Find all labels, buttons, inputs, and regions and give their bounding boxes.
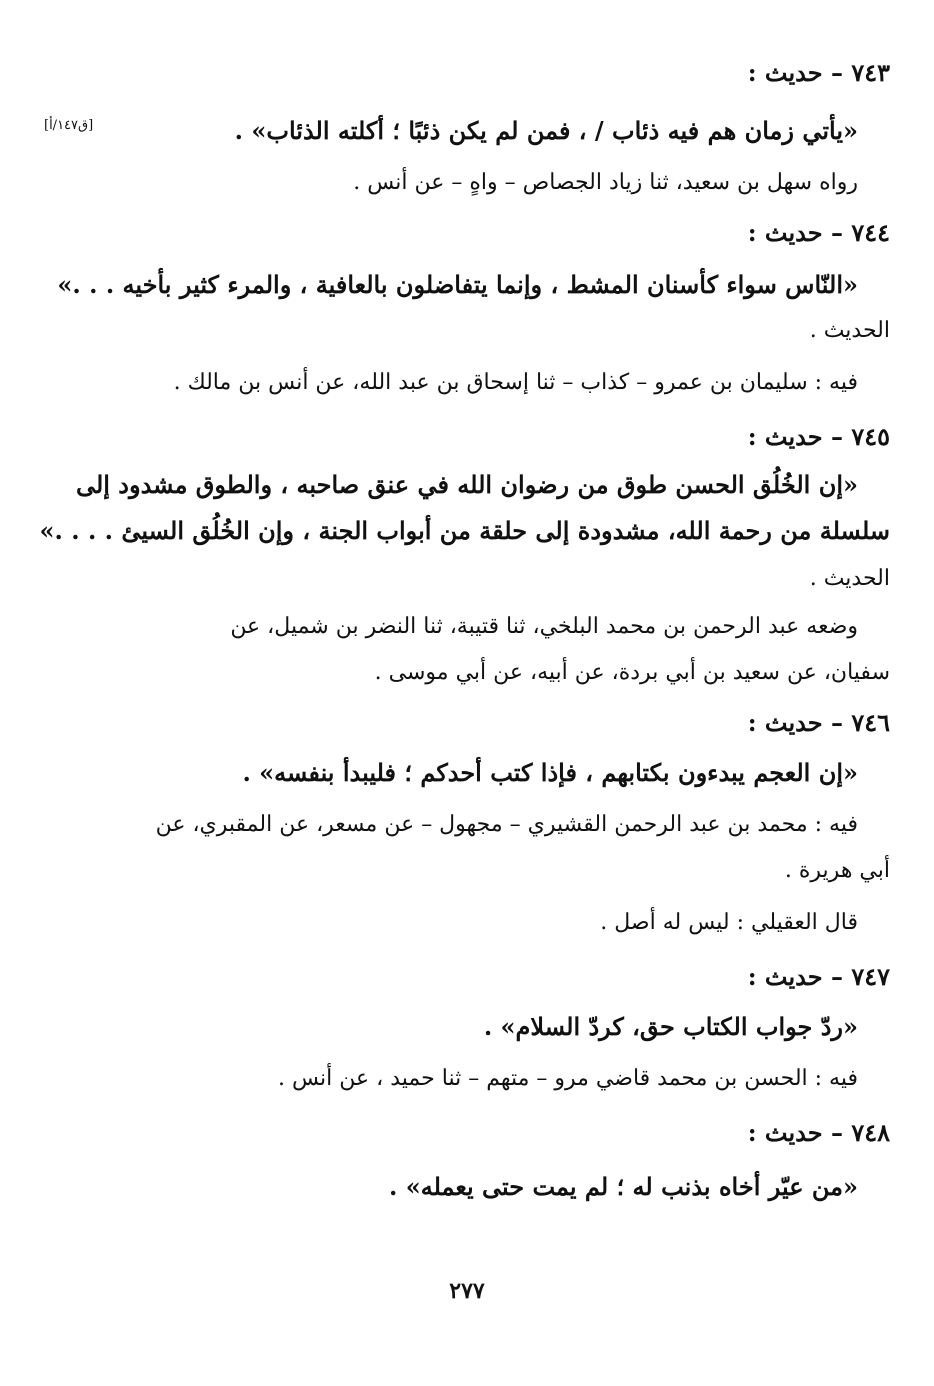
hadith-heading-747: ٧٤٧ – حديث : [747, 962, 890, 991]
hadith-text-747: «ردّ جواب الكتاب حق، كردّ السلام» . [483, 1012, 858, 1041]
hadith-text-745-line-2: سلسلة من رحمة الله، مشدودة إلى حلقة من أبواب الجنة ، وإن الخُلُق السيئ . . . .» [39, 516, 890, 545]
hadith-note-745-line-1: وضعه عبد الرحمن بن محمد البلخي، ثنا قتيبة، ثنا النضر بن شميل، عن [230, 614, 858, 639]
hadith-note-747: فيه : الحسن بن محمد قاضي مرو – متهم – ثنا حميد ، عن أنس . [278, 1066, 858, 1091]
hadith-note-744: فيه : سليمان بن عمرو – كذاب – ثنا إسحاق بن عبد الله، عن أنس بن مالك . [173, 370, 858, 395]
hadith-text-743: «يأتي زمان هم فيه ذئاب / ، فمن لم يكن ذئبًا ؛ أكلته الذئاب» . [234, 116, 858, 145]
hadith-text-744-line-2: الحديث . [809, 318, 890, 343]
hadith-text-744-line-1: «النّاس سواء كأسنان المشط ، وإنما يتفاضلون بالعافية ، والمرء كثير بأخيه . . .» [57, 270, 858, 299]
hadith-note-746-line-2: أبي هريرة . [784, 858, 890, 883]
hadith-text-746: «إن العجم يبدءون بكتابهم ، فإذا كتب أحدكم ؛ فليبدأ بنفسه» . [242, 758, 858, 787]
page-number: ٢٧٧ [449, 1278, 485, 1304]
hadith-note-743: رواه سهل بن سعيد، ثنا زياد الجصاص – واهٍ – عن أنس . [353, 170, 858, 195]
hadith-note-746-line-1: فيه : محمد بن عبد الرحمن القشيري – مجهول – عن مسعر، عن المقبري، عن [155, 812, 858, 837]
hadith-note-746-line-3: قال العقيلي : ليس له أصل . [600, 910, 858, 935]
hadith-heading-743: ٧٤٣ – حديث : [747, 58, 890, 87]
hadith-heading-745: ٧٤٥ – حديث : [747, 422, 890, 451]
hadith-text-745-line-1: «إن الخُلُق الحسن طوق من رضوان الله في عنق صاحبه ، والطوق مشدود إلى [75, 470, 858, 499]
manuscript-folio-note: [ق١٤٧/أ] [44, 118, 94, 133]
hadith-note-745-line-2: سفيان، عن سعيد بن أبي بردة، عن أبيه، عن أبي موسى . [374, 660, 890, 685]
hadith-heading-746: ٧٤٦ – حديث : [747, 708, 890, 737]
hadith-heading-744: ٧٤٤ – حديث : [747, 218, 890, 247]
hadith-heading-748: ٧٤٨ – حديث : [747, 1118, 890, 1147]
hadith-text-745-line-3: الحديث . [809, 566, 890, 591]
hadith-text-748: «من عيّر أخاه بذنب له ؛ لم يمت حتى يعمله» . [389, 1172, 858, 1201]
